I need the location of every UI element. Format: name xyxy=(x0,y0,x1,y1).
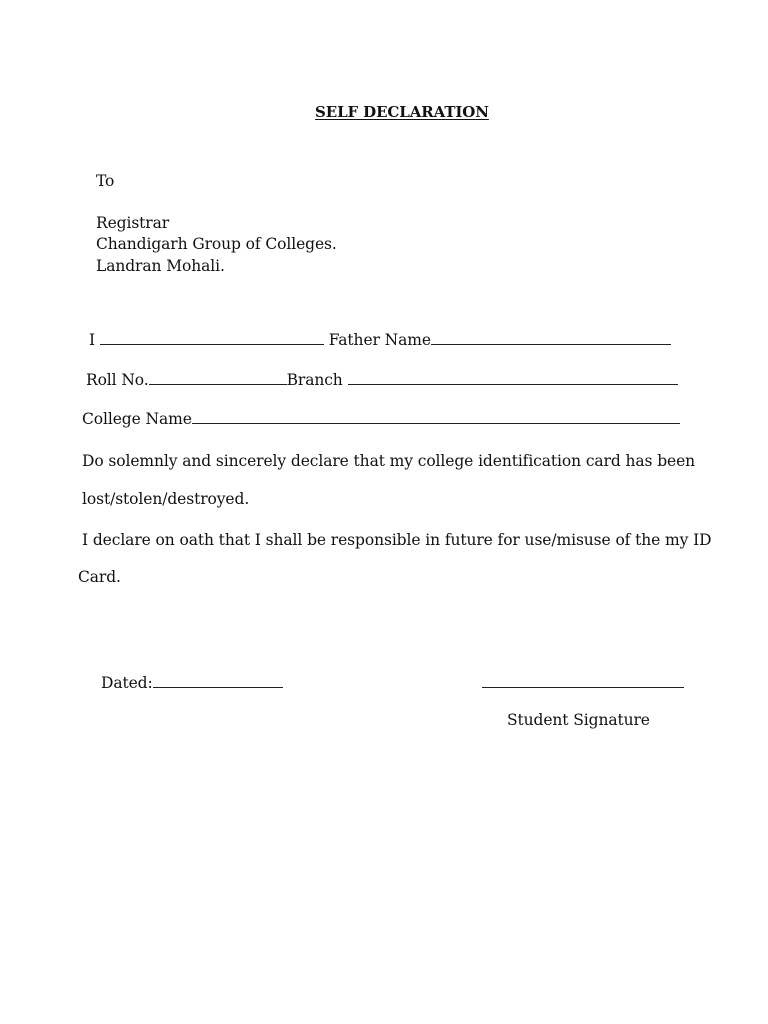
declaration-para2-line1: I declare on oath that I shall be responsible in future for use/misuse of the my ID xyxy=(82,531,712,549)
name-row xyxy=(89,330,671,350)
roll-no-blank[interactable] xyxy=(149,370,287,385)
father-name-blank[interactable] xyxy=(431,330,671,345)
college-row xyxy=(82,409,680,429)
declaration-para1-line1: Do solemnly and sincerely declare that my college identification card has been xyxy=(82,452,696,470)
salutation: To xyxy=(96,172,115,190)
dated-label: Dated: xyxy=(101,674,153,692)
branch-blank[interactable] xyxy=(348,370,678,385)
name-blank[interactable] xyxy=(100,330,324,345)
declaration-para2-line2: Card. xyxy=(78,568,121,586)
i-label: I xyxy=(89,331,96,349)
dated-blank[interactable] xyxy=(153,673,283,688)
branch-label: Branch xyxy=(286,371,343,389)
address-line-1: Registrar xyxy=(96,214,170,232)
college-name-blank[interactable] xyxy=(192,409,680,424)
signature-row xyxy=(482,673,684,693)
document-title: SELF DECLARATION xyxy=(315,103,489,121)
address-line-3: Landran Mohali. xyxy=(96,257,225,275)
roll-no-label: Roll No. xyxy=(86,371,149,389)
roll-branch-row xyxy=(86,370,678,390)
address-line-2: Chandigarh Group of Colleges. xyxy=(96,235,337,253)
signature-blank[interactable] xyxy=(482,673,684,688)
dated-row xyxy=(101,673,283,693)
father-name-label: Father Name xyxy=(328,331,431,349)
declaration-para1-line2: lost/stolen/destroyed. xyxy=(82,490,250,508)
signature-label: Student Signature xyxy=(507,711,650,729)
college-name-label: College Name xyxy=(82,410,192,428)
